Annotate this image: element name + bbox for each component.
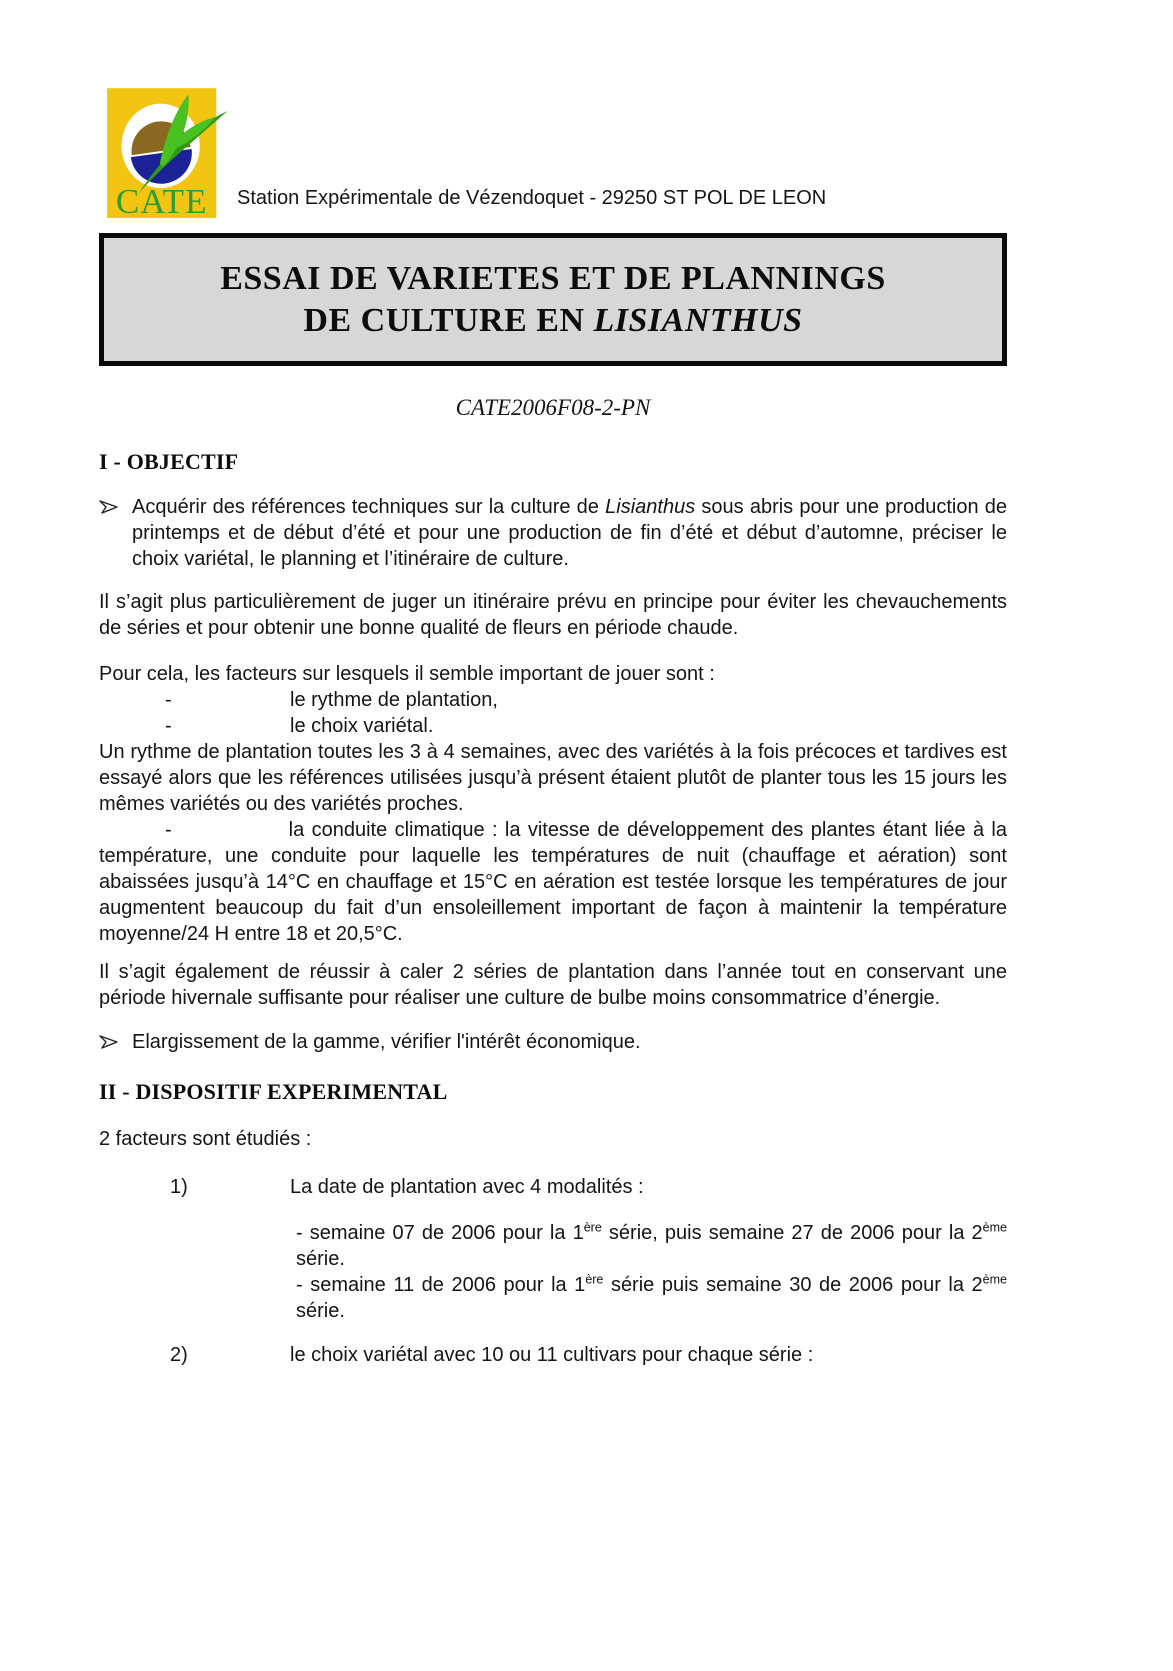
para-facteurs-etudies: 2 facteurs sont étudiés :	[99, 1128, 312, 1150]
factor-number: 2)	[170, 1344, 188, 1366]
para-itineraire: Il s’agit plus particulièrement de juger un itinéraire prévu en principe pour éviter les chevauchements de séries et pour obtenir une bonne qualité de fleurs en période chaude.	[99, 591, 1007, 639]
section-heading-objectif: I - OBJECTIF	[99, 449, 239, 474]
factor-row-2	[99, 1342, 1007, 1368]
ordinal-superscript: ème	[982, 1272, 1007, 1287]
cate-logo	[99, 82, 245, 220]
bullet-text-pre: Acquérir des références techniques sur la culture de	[132, 496, 606, 518]
objective-bullet-2	[99, 1029, 1007, 1058]
objective-bullet	[99, 494, 1007, 572]
section-heading-dispositif: II - DISPOSITIF EXPERIMENTAL	[99, 1079, 448, 1104]
dash-bullet: -	[165, 819, 172, 841]
ordinal-superscript: ère	[585, 1272, 604, 1287]
arrow-bullet-icon	[99, 1029, 132, 1058]
para-rythme: Un rythme de plantation toutes les 3 à 4 semaines, avec des variétés à la fois précoces et tardives est essayé alors que les références utilisées jusqu’à présent étaient plutôt de planter tous les 15 jours les mêmes variétés ou des variétés proches.	[99, 741, 1007, 815]
title-line1: ESSAI DE VARIETES ET DE PLANNINGS	[220, 260, 886, 297]
item-text: série.	[296, 1248, 345, 1270]
title-line2-italic: LISIANTHUS	[593, 302, 803, 339]
ordinal-superscript: ère	[583, 1220, 602, 1235]
facteur-item-text: le choix variétal.	[290, 715, 434, 737]
facteur-item-rythme	[99, 687, 1007, 713]
planting-date-item-2	[296, 1272, 1007, 1324]
dash-bullet: -	[165, 715, 172, 737]
planting-date-item-1	[296, 1220, 1007, 1272]
facteur-item-text: le rythme de plantation,	[290, 689, 498, 711]
planting-dates-list	[296, 1220, 1007, 1324]
para-facteurs-intro: Pour cela, les facteurs sur lesquels il semble important de jouer sont :	[99, 663, 715, 685]
dash-bullet: -	[165, 689, 172, 711]
factor-label: La date de plantation avec 4 modalités :	[290, 1176, 644, 1198]
title-line2	[114, 300, 992, 342]
facteur-item-variete	[99, 713, 1007, 739]
item-text: série, puis semaine 27 de 2006 pour la 2	[601, 1222, 983, 1244]
item-text: - semaine 11 de 2006 pour la 1	[296, 1274, 586, 1296]
station-address: Station Expérimentale de Vézendoquet - 29250 ST POL DE LEON	[237, 187, 827, 209]
title-line2-plain: DE CULTURE EN	[303, 302, 594, 339]
objective-bullet-text	[132, 494, 1007, 572]
item-text: série.	[296, 1300, 345, 1322]
arrow-bullet-icon	[99, 494, 132, 572]
objective-bullet-2-text: Elargissement de la gamme, vérifier l'intérêt économique.	[132, 1031, 641, 1053]
factor-row-1	[99, 1174, 1007, 1200]
item-text: - semaine 07 de 2006 pour la 1	[296, 1222, 584, 1244]
para-deux-series: Il s’agit également de réussir à caler 2 séries de plantation dans l’année tout en conservant une période hivernale suffisante pour réaliser une culture de bulbe moins consommatrice d’énergie.	[99, 961, 1007, 1009]
para-conduite-climatique	[99, 817, 1007, 947]
bullet-text-post: sous abris pour une production de printemps et de début d’été et pour une production de fin d’été et début d’automne, préciser le choix variétal, le planning et l’itinéraire de culture.	[132, 496, 1008, 570]
item-text: série puis semaine 30 de 2006 pour la 2	[603, 1274, 983, 1296]
bullet-text-italic: Lisianthus	[605, 496, 696, 518]
document-header	[99, 84, 1007, 218]
title-box	[99, 233, 1007, 366]
reference-code: CATE2006F08-2-PN	[455, 395, 651, 420]
factor-label: le choix variétal avec 10 ou 11 cultivars pour chaque série :	[290, 1344, 814, 1366]
document-content	[0, 84, 1173, 1368]
para-conduite-text: la conduite climatique : la vitesse de développement des plantes étant liée à la température, une conduite pour laquelle les températures de nuit (chauffage et aération) sont abaissées jusqu’à 14°C en chauffage et 15°C en aération est testée lorsque les températures de jour augmentent beaucoup du fait d’un ensoleillement important de façon à maintenir la température moyenne/24 H entre 18 et 20,5°C.	[99, 819, 1007, 945]
ordinal-superscript: ème	[982, 1220, 1007, 1235]
logo-cate-text: CATE	[115, 181, 208, 220]
factor-number: 1)	[170, 1176, 188, 1198]
